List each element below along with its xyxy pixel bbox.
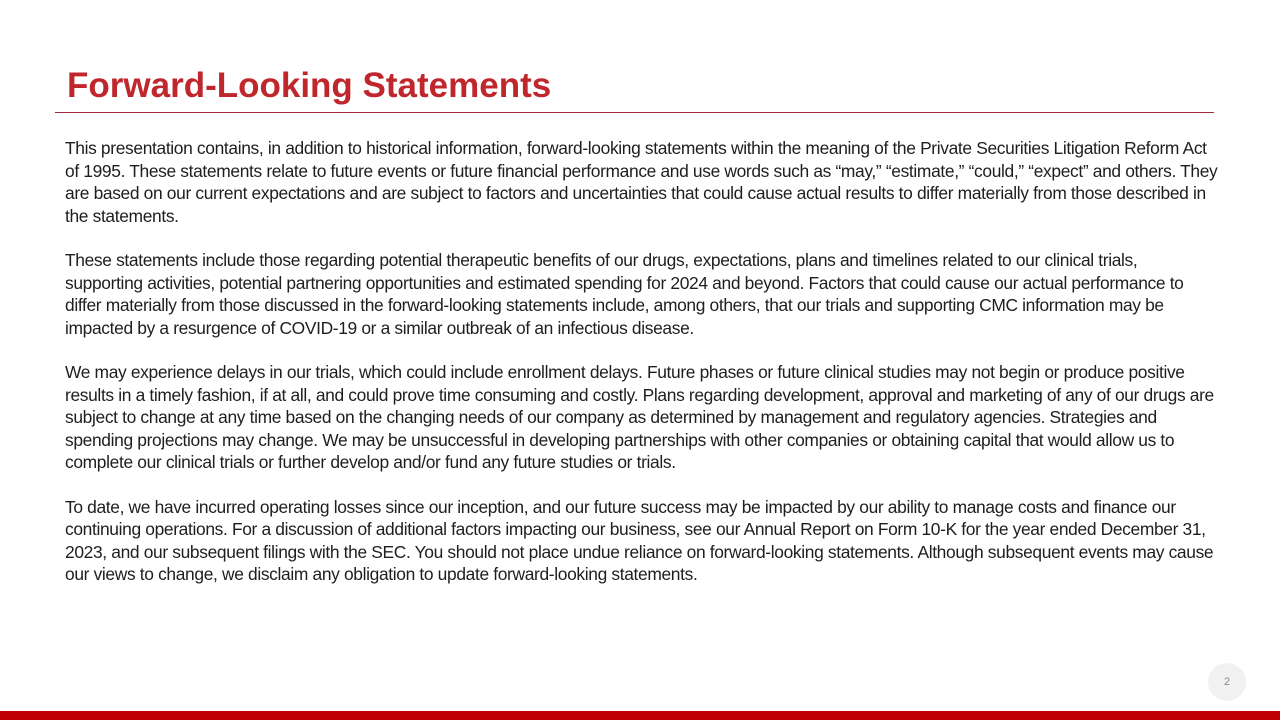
paragraph-historical-info: This presentation contains, in addition to historical information, forward-looking statements within the meaning of the Private Securities Litigation Reform Act of 1995. These statements relate to future events or future financial performance and use words such as “may,” “estimate,” “could,” “expect” and others. They are based on our current expectations and are subject to factors and uncertainties that could cause actual results to differ materially from those described in the statements. — [65, 138, 1218, 226]
title-divider — [55, 112, 1214, 113]
disclaimer-body — [65, 137, 1219, 608]
page-number-badge: 2 — [1208, 663, 1246, 701]
footer-accent-bar — [0, 711, 1280, 720]
paragraph-operating-losses: To date, we have incurred operating losses since our inception, and our future success may be impacted by our ability to manage costs and finance our continuing operations. For a discussion of additional factors impacting our business, see our Annual Report on Form 10-K for the year ended December 31, 2023, and our subsequent filings with the SEC. You should not place undue reliance on forward-looking statements. Although subsequent events may cause our views to change, we disclaim any obligation to update forward-looking statements. — [65, 496, 1214, 584]
page-title: Forward-Looking Statements — [67, 66, 552, 105]
paragraph-risk-factors: These statements include those regarding potential therapeutic benefits of our drugs, expectations, plans and timelines related to our clinical trials, supporting activities, potential partnering opportunities and estimated spending for 2024 and beyond. Factors that could cause our actual performance to differ materially from those discussed in the forward-looking statements include, among others, that our trials and supporting CMC information may be impacted by a resurgence of COVID-19 or a similar outbreak of an infectious disease. — [65, 250, 1184, 338]
paragraph-trial-delays: We may experience delays in our trials, which could include enrollment delays. Future phases or future clinical studies may not begin or produce positive results in a timely fashion, if at all, and could prove time consuming and costly. Plans regarding development, approval and marketing of any of our drugs are subject to change at any time based on the changing needs of our company as determined by management and regulatory agencies. Strategies and spending projections may change. We may be unsuccessful in developing partnerships with other companies or obtaining capital that would allow us to complete our clinical trials or further develop and/or fund any future studies or trials. — [65, 362, 1214, 472]
